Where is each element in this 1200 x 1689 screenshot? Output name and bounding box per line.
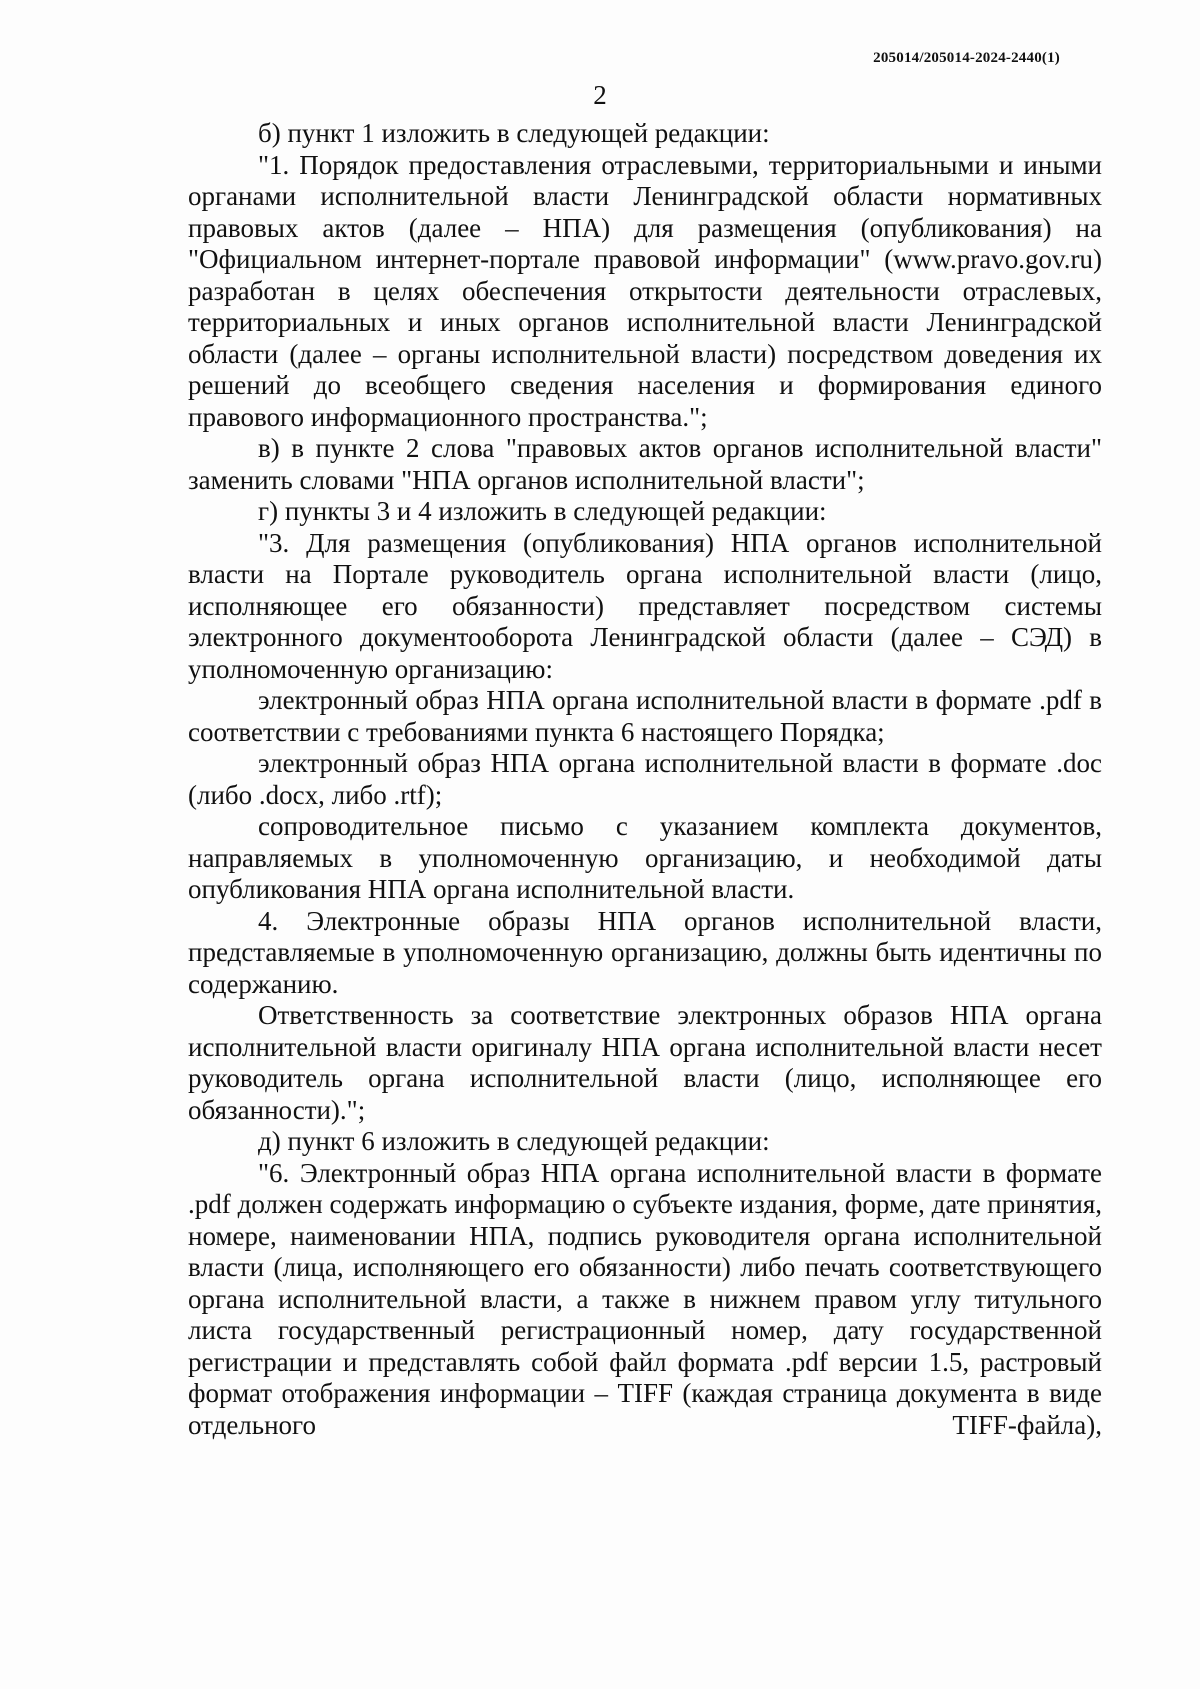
- paragraph-pdf-image: электронный образ НПА органа исполнительной власти в формате .pdf в соответствии с требованиями пункта 6 настоящего Порядка;: [188, 685, 1102, 747]
- paragraph-cover-letter: сопроводительное письмо с указанием комплекта документов, направляемых в уполномоченную организацию, и необходимой даты опубликования НПА органа исполнительной власти.: [188, 811, 1102, 904]
- paragraph-point-6-text: "6. Электронный образ НПА органа исполнительной власти в формате .pdf должен содержать информацию о субъекте издания, форме, дате принятия, номере, наименовании НПА, подпись руководителя органа исполнительной власти (лица, исполняющего его обязанности) либо печать соответствующего органа исполнительной власти, а также в нижнем правом углу титульного листа государственный регистрационный номер, дату государственной регистрации и представлять собой файл формата .pdf версии 1.5, растровый формат отображения информации – TIFF (каждая страница документа в виде отдельного TIFF-файла),: [188, 1157, 1102, 1440]
- paragraph-responsibility: Ответственность за соответствие электронных образов НПА органа исполнительной власти оригиналу НПА органа исполнительной власти несет руководитель органа исполнительной власти (лицо, исполняющее его обязанности).";: [188, 1000, 1102, 1125]
- paragraph-point-1-text: "1. Порядок предоставления отраслевыми, территориальными и иными органами исполнительной власти Ленинградской области нормативных правовых актов (далее – НПА) для размещения (опубликования) на "Официальном интернет-портале правовой информации" (www.pravo.gov.ru) разработан в целях обеспечения открытости деятельности отраслевых, территориальных и иных органов исполнительной власти Ленинградской области (далее – органы исполнительной власти) посредством доведения их решений до всеобщего сведения населения и формирования единого правового информационного пространства.";: [188, 149, 1102, 432]
- document-body: [188, 118, 1102, 1441]
- paragraph-point-4-text: 4. Электронные образы НПА органов исполнительной власти, представляемые в уполномоченную организацию, должны быть идентичны по содержанию.: [188, 905, 1102, 999]
- paragraph-point-3-text: "3. Для размещения (опубликования) НПА органов исполнительной власти на Портале руководитель органа исполнительной власти (лицо, исполняющее его обязанности) представляет посредством системы электронного документооборота Ленинградской области (далее – СЭД) в уполномоченную организацию:: [188, 527, 1102, 684]
- paragraph-item-v: в) в пункте 2 слова "правовых актов органов исполнительной власти" заменить словами "НПА органов исполнительной власти";: [188, 433, 1102, 495]
- paragraph-doc-image: электронный образ НПА органа исполнительной власти в формате .doc (либо .docx, либо .rtf);: [188, 748, 1102, 810]
- paragraph-item-d: д) пункт 6 изложить в следующей редакции:: [258, 1126, 770, 1156]
- registration-number: 205014/205014-2024-2440(1): [873, 50, 1060, 66]
- paragraph-item-g: г) пункты 3 и 4 изложить в следующей редакции:: [258, 496, 827, 526]
- paragraph-item-b: б) пункт 1 изложить в следующей редакции:: [258, 118, 770, 148]
- page-number: 2: [593, 80, 607, 110]
